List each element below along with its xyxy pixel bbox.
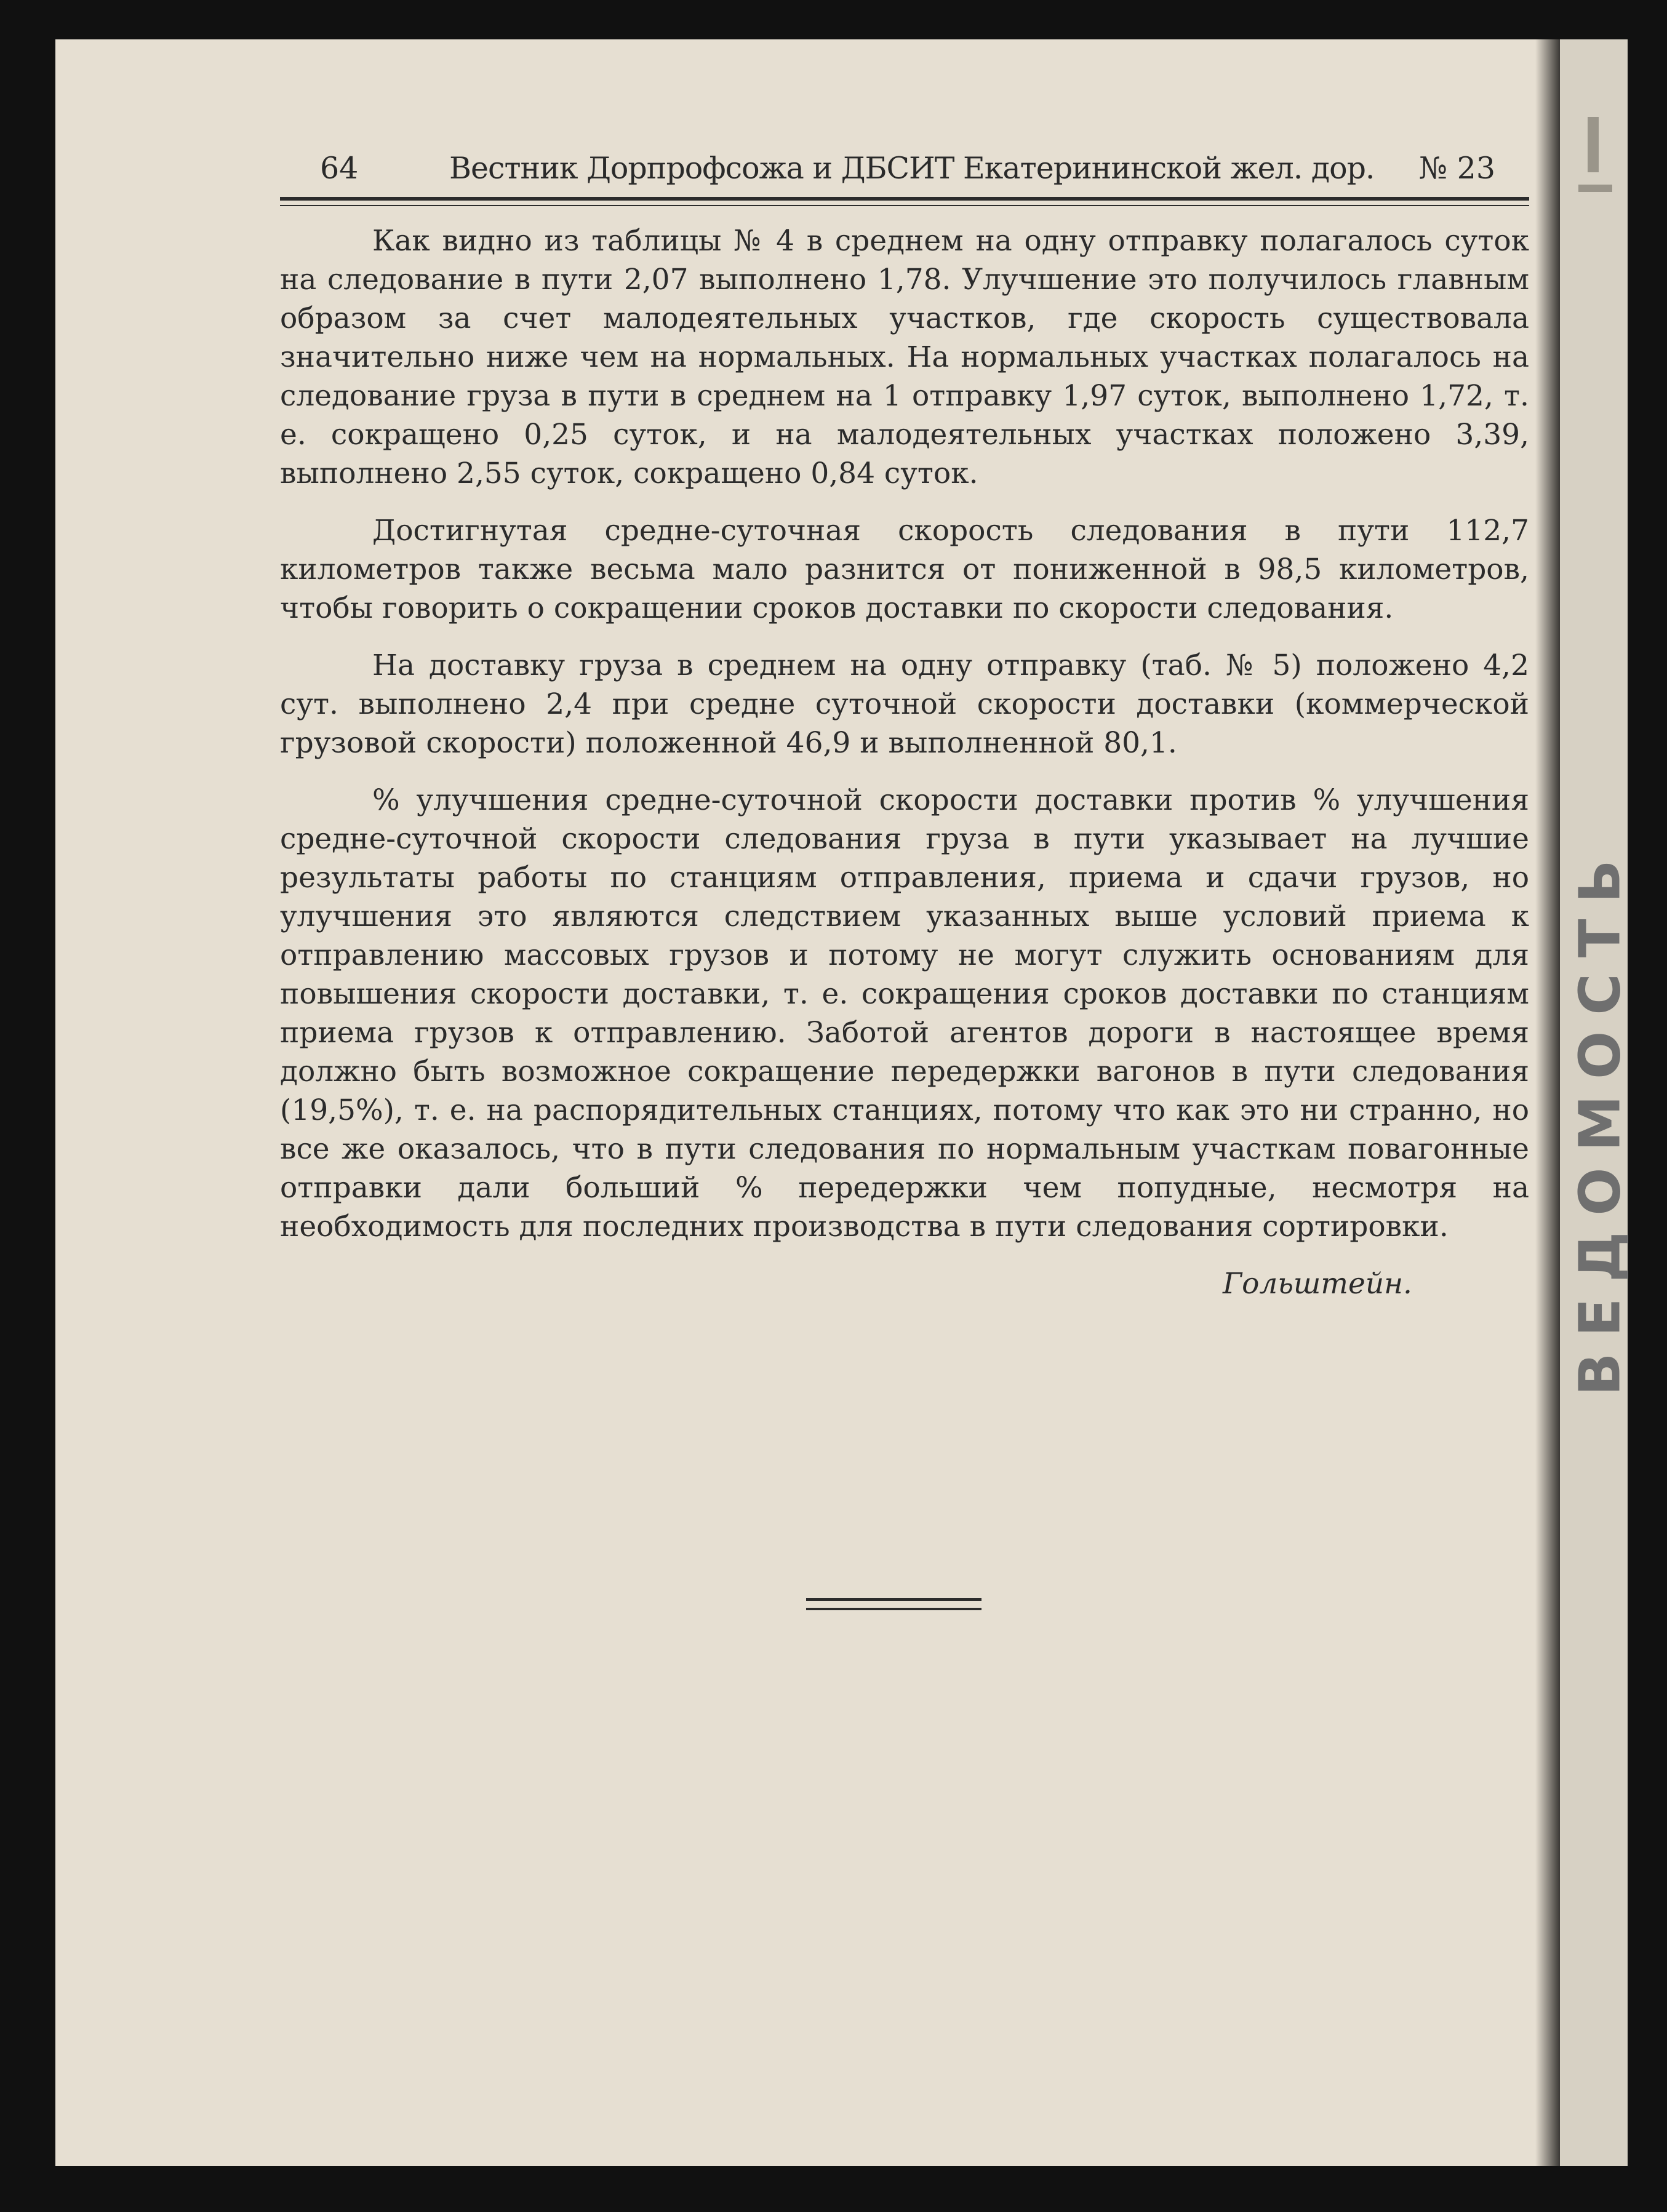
edge-mark <box>1588 117 1599 172</box>
paragraph-1: Как видно из таблицы № 4 в среднем на одну отправку полагалось суток на следование в пути 2,07 выполнено 1,78. Улучшение это получилось главным образом за счет малодеятельных участков, где скорость существовала значительно ниже чем на нормальных. На нормальных участках полагалось на следование груза в пути в среднем на 1 отправку 1,97 суток, выполнено 1,72, т. е. сокращено 0,25 суток, и на малодеятельных участках положено 3,39, выполнено 2,55 суток, сокращено 0,84 суток. <box>280 224 1529 490</box>
end-divider-bottom <box>806 1608 981 1610</box>
paragraph-2: Достигнутая средне-суточная скорость следования в пути 112,7 километров также весьма мало разнится от пониженной в 98,5 километров, чтобы говорить о сокращении сроков доставки по скорости следования. <box>280 514 1529 625</box>
article-body <box>280 222 1529 1303</box>
header-rule-thick <box>280 197 1529 201</box>
issue-number: № 23 <box>1418 151 1495 186</box>
end-divider-top <box>806 1598 981 1601</box>
journal-title: Вестник Дорпрофсожа и ДБСИТ Екатерининской жел. дор. <box>449 151 1375 186</box>
paragraph-3: На доставку груза в среднем на одну отправку (таб. № 5) положено 4,2 сут. выполнено 2,4 при средне суточной скорости доставки (коммерческой грузовой скорости) положенной 46,9 и выполненной 80,1. <box>280 649 1529 760</box>
running-header <box>320 151 1495 194</box>
header-rule-thin <box>280 205 1529 206</box>
binding-shadow <box>1535 39 1560 2166</box>
author-signature: Гольштейн. <box>1222 1267 1412 1301</box>
adjacent-page-vertical-text <box>1567 812 1633 1427</box>
edge-mark <box>1578 185 1612 192</box>
paragraph-4: % улучшения средне-суточной скорости доставки против % улучшения средне-суточной скорости следования груза в пути указывает на лучшие результаты работы по станциям отправления, приема и сдачи грузов, но улучшения это являются следствием указанных выше условий приема к отправлению массовых грузов и потому не могут служить основаниям для повышения скорости доставки, т. е. сокращения сроков доставки по станциям приема грузов к отправлению. Заботой агентов дороги в настоящее время должно быть возможное сокращение передержки вагонов в пути следования (19,5%), т. е. на распорядительных станциях, потому что как это ни странно, но все же оказалось, что в пути следования по нормальным участкам повагонные отправки дали больший % передержки чем попудные, несмотря на необходимость для последних производства в пути следования сортировки. <box>280 783 1529 1244</box>
spine-title: ВЕДОМОСТЬ <box>1567 844 1633 1396</box>
page-number: 64 <box>320 151 359 186</box>
